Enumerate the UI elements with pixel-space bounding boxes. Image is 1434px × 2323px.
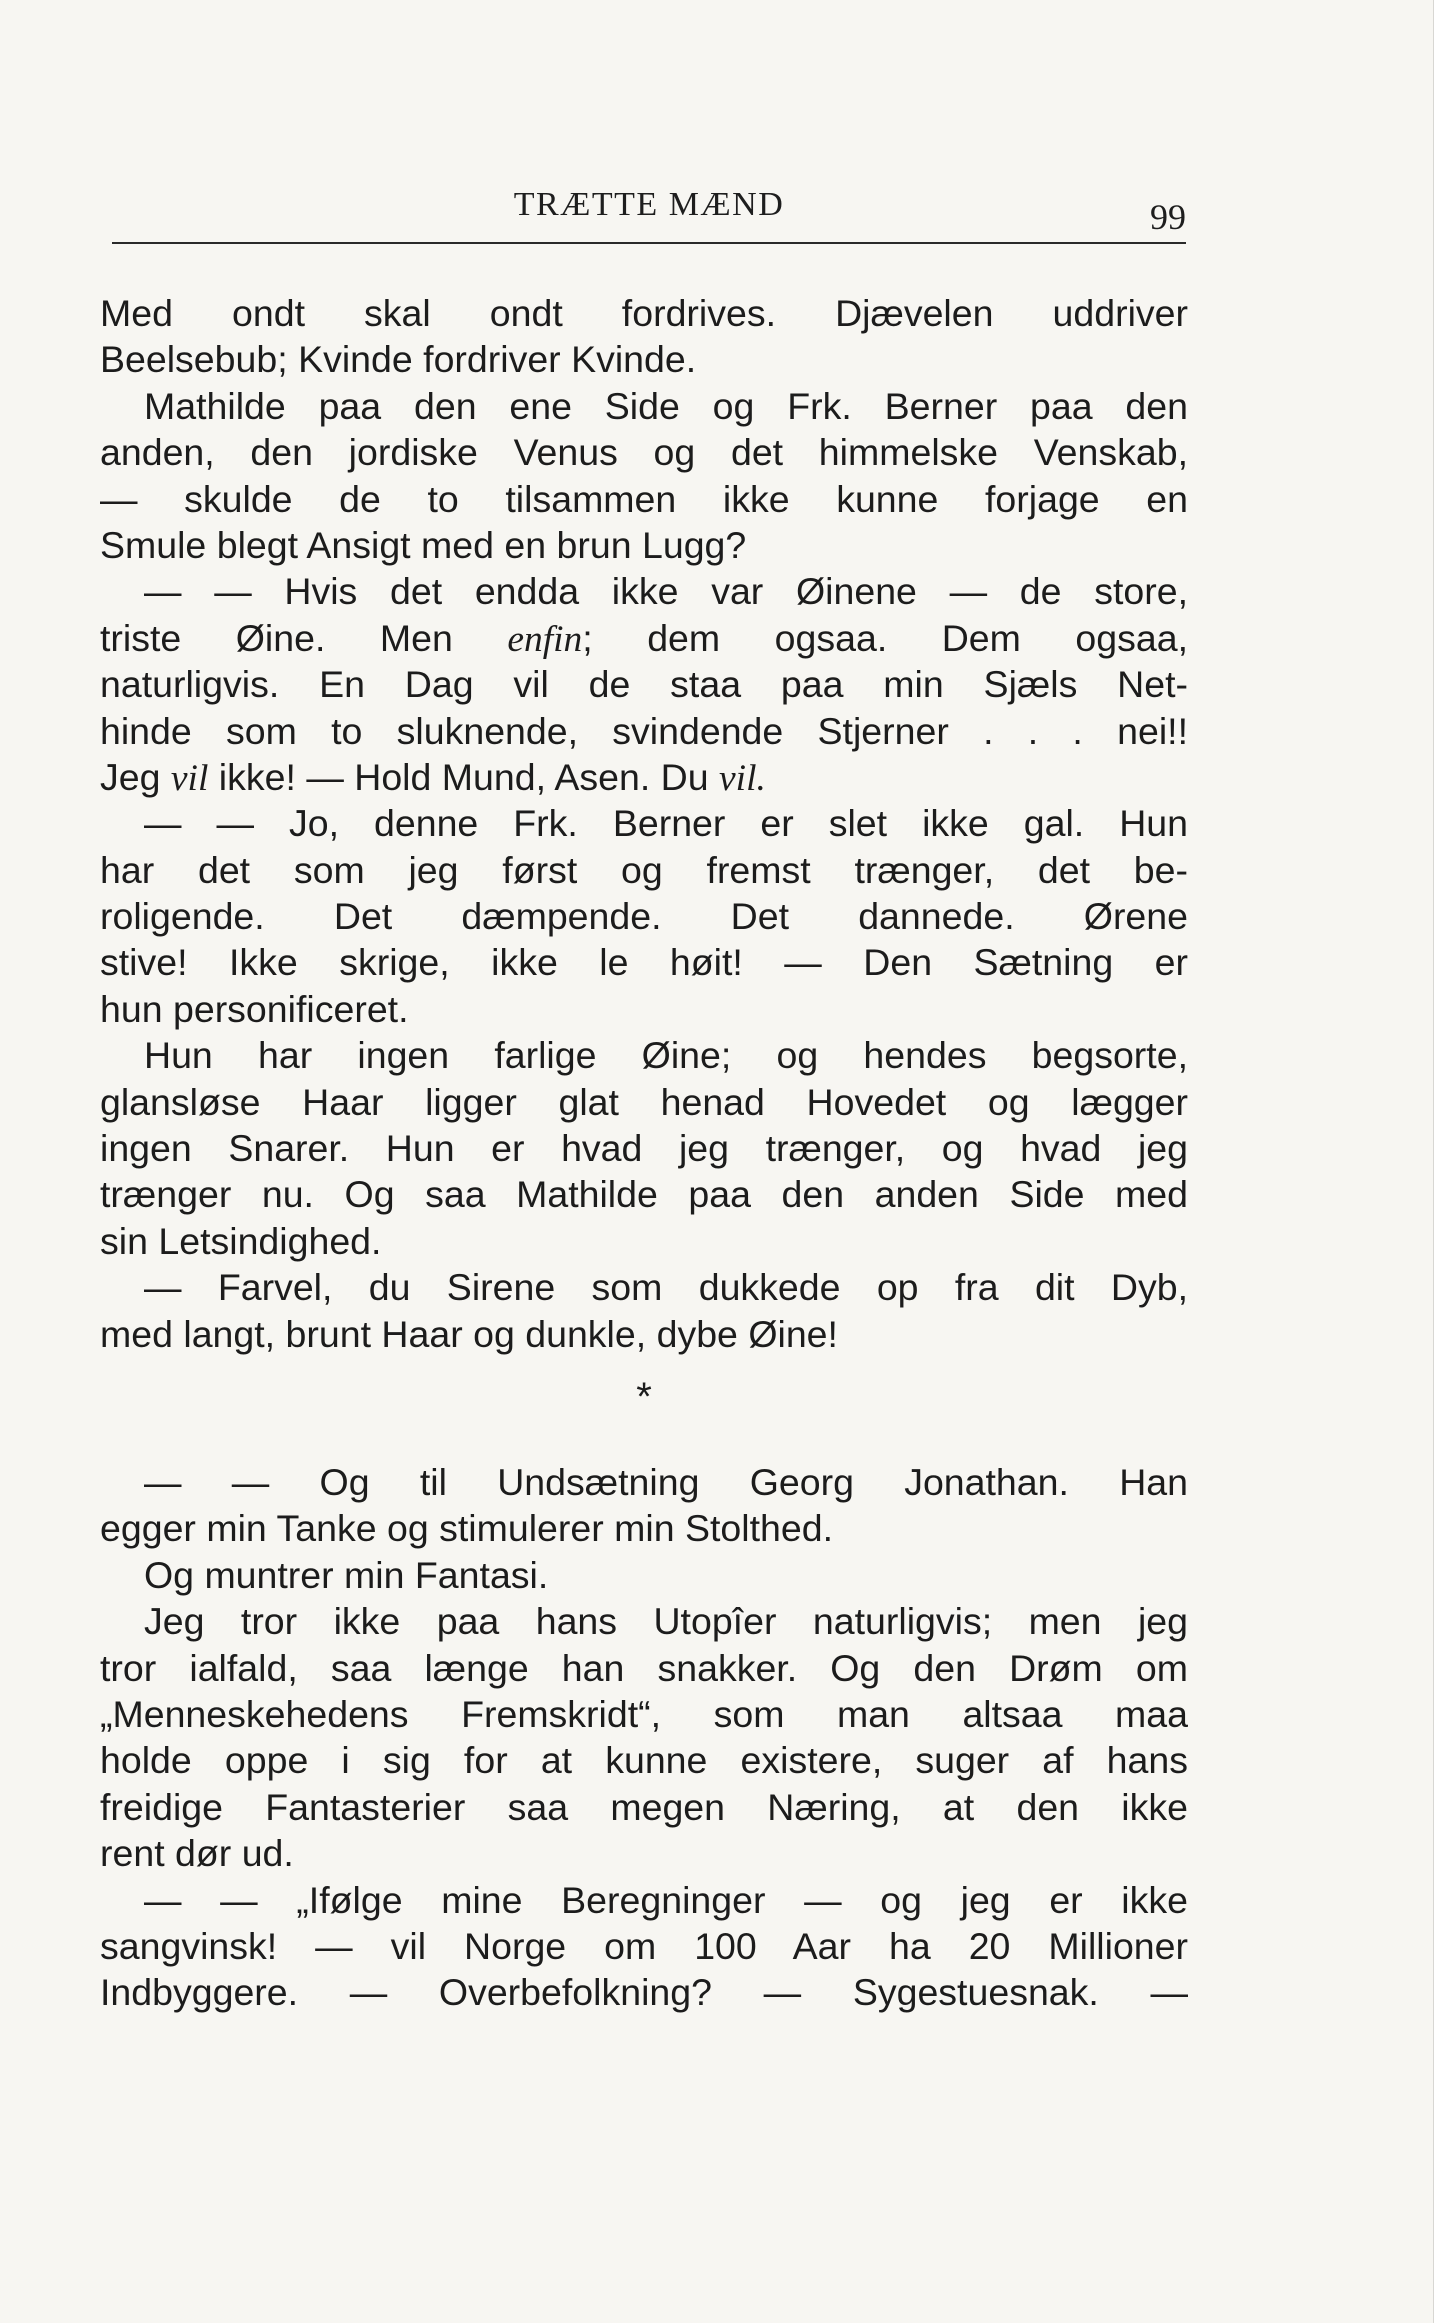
body-text — [100, 290, 1188, 2016]
page-header — [112, 186, 1186, 246]
section-separator: * — [636, 1374, 652, 1419]
text-line: — — Jo, denne Frk. Berner er slet ikke gal. Hun — [144, 802, 1188, 845]
text-line: trænger nu. Og saa Mathilde paa den anden Side med — [100, 1173, 1188, 1216]
text-line — [100, 615, 1188, 661]
text-line: Og muntrer min Fantasi. — [144, 1553, 549, 1596]
text-line — [100, 754, 1188, 800]
text-line: hun personificeret. — [100, 987, 409, 1030]
text-line: Med ondt skal ondt fordrives. Djævelen uddriver — [100, 292, 1188, 334]
text-line: Beelsebub; Kvinde fordriver Kvinde. — [100, 338, 697, 381]
text-line: sangvinsk! — vil Norge om 100 Aar ha 20 Millioner — [100, 1924, 1188, 1967]
text-line: glansløse Haar ligger glat henad Hovedet og lægger — [100, 1080, 1188, 1123]
text-run: ; dem ogsaa. Dem ogsaa, — [582, 616, 1188, 659]
text-line: — — Hvis det endda ikke var Øinene — de store, — [144, 570, 1188, 613]
text-line: Indbyggere. — Overbefolkning? — Sygestuesnak. — — [100, 1971, 1188, 2014]
text-run: Jeg — [100, 755, 171, 798]
text-line: — — „Ifølge mine Beregninger — og jeg er ikke — [144, 1878, 1188, 1921]
page-number: 99 — [1150, 197, 1186, 237]
italic-run: vil — [170, 757, 209, 799]
text-line: hinde som to sluknende, svindende Stjerner . . . nei!! — [100, 709, 1188, 752]
text-line: freidige Fantasterier saa megen Næring, at den ikke — [100, 1785, 1188, 1828]
text-line: egger min Tanke og stimulerer min Stolthed. — [100, 1507, 834, 1550]
text-line: „Menneskehedens Fremskridt“, som man altsaa maa — [100, 1692, 1188, 1735]
text-line: stive! Ikke skrige, ikke le høit! — Den Sætning er — [100, 941, 1188, 984]
italic-run: vil. — [719, 757, 766, 799]
header-rule — [112, 242, 1186, 244]
text-line: med langt, brunt Haar og dunkle, dybe Øine! — [100, 1312, 838, 1355]
text-line: tror ialfald, saa længe han snakker. Og den Drøm om — [100, 1646, 1188, 1689]
text-line: sin Letsindighed. — [100, 1219, 382, 1262]
text-run: ikke! — Hold Mund, Asen. Du — [208, 755, 720, 798]
text-line: roligende. Det dæmpende. Det dannede. Ørene — [100, 895, 1188, 938]
text-line: rent dør ud. — [100, 1832, 294, 1875]
text-run: triste Øine. Men — [100, 616, 508, 659]
text-line: Hun har ingen farlige Øine; og hendes begsorte, — [144, 1034, 1188, 1077]
text-line: — Farvel, du Sirene som dukkede op fra dit Dyb, — [144, 1266, 1188, 1309]
text-line: Mathilde paa den ene Side og Frk. Berner paa den — [144, 384, 1188, 427]
text-line: anden, den jordiske Venus og det himmelske Venskab, — [100, 431, 1188, 474]
running-head: TRÆTTE MÆND — [513, 186, 785, 223]
text-line: naturligvis. En Dag vil de staa paa min Sjæls Net- — [100, 663, 1188, 706]
text-line: har det som jeg først og fremst trænger, det be- — [100, 848, 1188, 891]
text-line: — — Og til Undsætning Georg Jonathan. Han — [144, 1460, 1188, 1503]
italic-run: enfin — [507, 618, 583, 660]
text-line: holde oppe i sig for at kunne existere, suger af hans — [100, 1739, 1188, 1782]
text-line: ingen Snarer. Hun er hvad jeg trænger, og hvad jeg — [100, 1127, 1188, 1170]
text-line: Smule blegt Ansigt med en brun Lugg? — [100, 523, 747, 566]
text-line: Jeg tror ikke paa hans Utopîer naturligvis; men jeg — [144, 1600, 1188, 1643]
text-line: — skulde de to tilsammen ikke kunne forjage en — [100, 477, 1188, 520]
